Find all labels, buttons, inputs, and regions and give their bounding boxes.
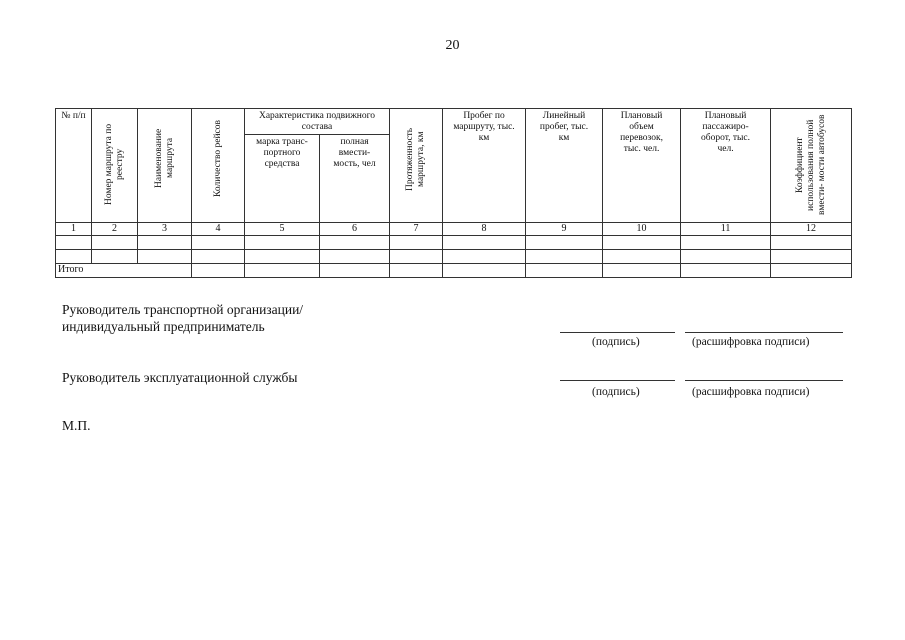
head-signature-line bbox=[560, 332, 675, 333]
header-mileage: Пробег по маршруту, тыс. км bbox=[443, 109, 526, 223]
head-decode-caption: (расшифровка подписи) bbox=[692, 336, 810, 348]
ops-decode-caption: (расшифровка подписи) bbox=[692, 386, 810, 398]
head-title-line2: индивидуальный предприниматель bbox=[62, 319, 265, 334]
header-route-name: Наименование маршрута bbox=[138, 109, 192, 223]
table-row bbox=[56, 236, 852, 250]
ops-head-title: Руководитель эксплуатационной службы bbox=[62, 370, 298, 385]
header-coefficient: Коэффициент использования полной вмести- мости автобусов bbox=[771, 109, 852, 223]
head-title-line1: Руководитель транспортной организации/ bbox=[62, 302, 304, 317]
header-route-number: Номер маршрута по реестру bbox=[92, 109, 138, 223]
header-rolling-stock: Характеристика подвижного состава bbox=[245, 109, 390, 135]
total-row bbox=[56, 264, 852, 278]
ops-signature-line bbox=[560, 380, 675, 381]
total-label: Итого bbox=[56, 264, 192, 278]
header-capacity: полная вмести- мость, чел bbox=[320, 135, 390, 223]
ops-decode-line bbox=[685, 380, 843, 381]
header-length: Протяженность маршрута, км bbox=[390, 109, 443, 223]
stamp-label: М.П. bbox=[62, 418, 91, 433]
ops-signature-caption: (подпись) bbox=[592, 386, 640, 398]
head-decode-line bbox=[685, 332, 843, 333]
head-signature-caption: (подпись) bbox=[592, 336, 640, 348]
header-passenger-turnover: Плановый пассажиро- оборот, тыс. чел. bbox=[681, 109, 771, 223]
header-planned-volume: Плановый объем перевозок, тыс. чел. bbox=[603, 109, 681, 223]
table-row bbox=[56, 250, 852, 264]
header-vehicle-brand: марка транс- портного средства bbox=[245, 135, 320, 223]
column-numbers-row: 1 2 3 4 5 6 7 8 9 10 11 12 bbox=[56, 223, 852, 236]
header-num: № п/п bbox=[56, 109, 92, 223]
header-trips: Количество рейсов bbox=[192, 109, 245, 223]
page-number: 20 bbox=[445, 38, 460, 53]
routes-table bbox=[55, 108, 852, 278]
header-line-mileage: Линейный пробег, тыс. км bbox=[526, 109, 603, 223]
